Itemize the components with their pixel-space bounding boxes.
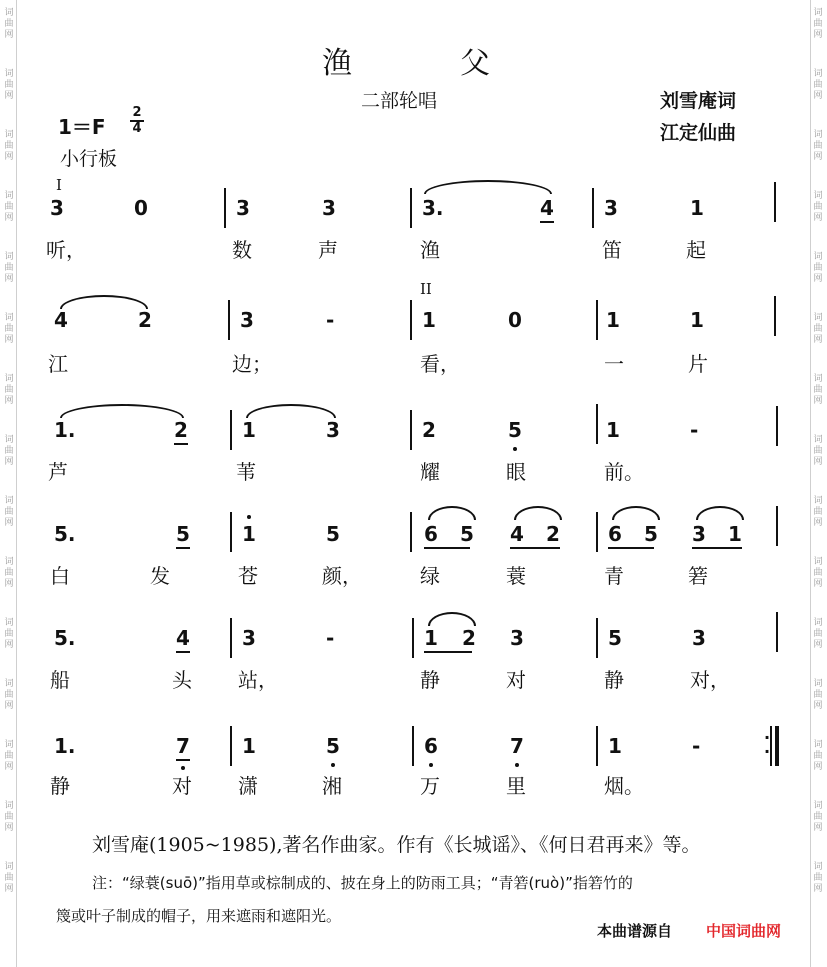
note bbox=[424, 522, 438, 546]
watermark-text: 词曲网 bbox=[4, 862, 14, 894]
watermark-text: 词曲网 bbox=[4, 618, 14, 650]
tie-slur bbox=[60, 404, 184, 418]
note: 5 bbox=[460, 522, 474, 546]
lyric: 苍 bbox=[238, 564, 258, 588]
lyric: 静 bbox=[420, 668, 440, 692]
note: - bbox=[326, 308, 335, 332]
watermark-text: 词曲网 bbox=[4, 740, 14, 772]
lyric: 绿 bbox=[420, 564, 440, 588]
barline bbox=[776, 406, 778, 446]
barline bbox=[596, 726, 598, 766]
watermark-text: 词曲网 bbox=[813, 557, 823, 589]
note-digit: 6 bbox=[424, 522, 438, 546]
song-title: 渔父 bbox=[322, 46, 598, 81]
watermark-text: 词曲网 bbox=[4, 374, 14, 406]
composer-bio: 刘雪庵(1905~1985),著名作曲家。作有《长城谣》、《何日君再来》等。 bbox=[92, 834, 701, 856]
note bbox=[174, 418, 188, 442]
note bbox=[540, 196, 554, 220]
note bbox=[176, 734, 190, 758]
watermark-text: 词曲网 bbox=[813, 862, 823, 894]
subtitle: 二部轮唱 bbox=[361, 90, 438, 112]
source-site-link[interactable]: 中国词曲网 bbox=[706, 922, 782, 940]
barline bbox=[412, 618, 414, 658]
watermark-text: 词曲网 bbox=[4, 496, 14, 528]
note bbox=[508, 418, 522, 442]
note bbox=[608, 522, 622, 546]
note: 1 bbox=[690, 196, 704, 220]
watermark-text: 词曲网 bbox=[4, 679, 14, 711]
lyric: 渔 bbox=[420, 238, 440, 262]
lyric: 对 bbox=[172, 774, 192, 798]
part-mark-i: I bbox=[56, 176, 62, 194]
lyricist-credit: 刘雪庵词 bbox=[660, 90, 737, 112]
watermark-text: 词曲网 bbox=[813, 435, 823, 467]
watermark-text: 词曲网 bbox=[4, 313, 14, 345]
barline bbox=[596, 404, 598, 444]
annotation-line-2: 篾或叶子制成的帽子，用来遮雨和遮阳光。 bbox=[56, 907, 342, 925]
note: 3 bbox=[604, 196, 618, 220]
note: 1 bbox=[728, 522, 742, 546]
note-digit: 7 bbox=[176, 734, 190, 758]
note-digit: 6 bbox=[608, 522, 622, 546]
note-digit: 7 bbox=[510, 734, 524, 758]
tie-slur bbox=[60, 295, 148, 309]
barline bbox=[230, 726, 232, 766]
note-digit: 3 bbox=[692, 522, 706, 546]
note: - bbox=[690, 418, 699, 442]
barline bbox=[410, 512, 412, 552]
note: 2 bbox=[546, 522, 560, 546]
note: 4 bbox=[54, 308, 68, 332]
lyric: 起 bbox=[686, 238, 706, 262]
lower-octave-dot bbox=[429, 763, 433, 767]
composer-credit: 江定仙曲 bbox=[660, 122, 737, 144]
lyric: 眼 bbox=[506, 460, 526, 484]
note: 1 bbox=[242, 734, 256, 758]
underline bbox=[692, 547, 742, 549]
note-digit: 1 bbox=[424, 626, 438, 650]
source-label: 本曲谱源自 bbox=[597, 922, 673, 940]
note bbox=[692, 522, 706, 546]
watermark-text: 词曲网 bbox=[813, 496, 823, 528]
watermark-text: 词曲网 bbox=[813, 69, 823, 101]
time-signature bbox=[130, 107, 144, 135]
part-mark-ii: II bbox=[420, 280, 432, 298]
note: 3 bbox=[50, 196, 64, 220]
barline bbox=[228, 300, 230, 340]
note bbox=[510, 734, 524, 758]
lyric: 里 bbox=[506, 774, 526, 798]
barline bbox=[596, 618, 598, 658]
right-watermark-strip bbox=[810, 0, 825, 967]
lyric: 边； bbox=[232, 352, 272, 376]
barline bbox=[230, 512, 232, 552]
note-digit: 4 bbox=[510, 522, 524, 546]
lyric: 对， bbox=[690, 668, 730, 692]
watermark-text: 词曲网 bbox=[4, 557, 14, 589]
note: 1 bbox=[242, 418, 256, 442]
watermark-text: 词曲网 bbox=[813, 130, 823, 162]
lyric: 耀 bbox=[420, 460, 440, 484]
note: 3 bbox=[510, 626, 524, 650]
underline bbox=[176, 759, 190, 761]
lyric: 站， bbox=[238, 668, 278, 692]
note-digit: 4 bbox=[176, 626, 190, 650]
note-digit: 5 bbox=[326, 734, 340, 758]
note bbox=[176, 626, 190, 650]
watermark-text: 词曲网 bbox=[813, 8, 823, 40]
lyric: 看， bbox=[420, 352, 460, 376]
watermark-text: 词曲网 bbox=[813, 252, 823, 284]
note-digit: 5 bbox=[176, 522, 190, 546]
barline bbox=[776, 612, 778, 652]
barline bbox=[770, 726, 772, 766]
barline bbox=[410, 188, 412, 228]
lyric: 一 bbox=[604, 352, 624, 376]
watermark-text: 词曲网 bbox=[813, 191, 823, 223]
note: 1 bbox=[690, 308, 704, 332]
barline bbox=[230, 618, 232, 658]
note-digit: 6 bbox=[424, 734, 438, 758]
lyric: 头 bbox=[172, 668, 192, 692]
note: 5. bbox=[54, 626, 76, 650]
barline bbox=[774, 182, 776, 222]
note bbox=[424, 626, 438, 650]
watermark-text: 词曲网 bbox=[813, 740, 823, 772]
lyric: 箬 bbox=[688, 564, 708, 588]
note-digit: 2 bbox=[174, 418, 188, 442]
underline bbox=[540, 221, 554, 223]
watermark-text: 词曲网 bbox=[813, 313, 823, 345]
barline bbox=[592, 188, 594, 228]
repeat-dots: · · bbox=[764, 728, 771, 761]
underline bbox=[608, 547, 654, 549]
tempo-marking: 小行板 bbox=[60, 148, 118, 170]
lyric: 江 bbox=[48, 352, 68, 376]
barline bbox=[776, 506, 778, 546]
final-repeat-bar bbox=[775, 726, 779, 766]
lyric: 潇 bbox=[238, 774, 258, 798]
lyric: 前。 bbox=[604, 460, 644, 484]
note bbox=[176, 522, 190, 546]
note: 5. bbox=[54, 522, 76, 546]
note: 3 bbox=[692, 626, 706, 650]
watermark-text: 词曲网 bbox=[4, 130, 14, 162]
lyric: 湘 bbox=[322, 774, 342, 798]
note: 5 bbox=[644, 522, 658, 546]
note: 3 bbox=[240, 308, 254, 332]
underline bbox=[176, 547, 190, 549]
tie-slur bbox=[696, 506, 744, 520]
lower-octave-dot bbox=[515, 763, 519, 767]
lyric: 笛 bbox=[602, 238, 622, 262]
barline bbox=[412, 726, 414, 766]
lyric: 白 bbox=[50, 564, 70, 588]
key-signature: 1＝F bbox=[58, 115, 106, 139]
watermark-text: 词曲网 bbox=[4, 252, 14, 284]
watermark-text: 词曲网 bbox=[4, 801, 14, 833]
note: 3 bbox=[236, 196, 250, 220]
barline bbox=[774, 296, 776, 336]
note: 1 bbox=[422, 308, 436, 332]
note bbox=[242, 522, 256, 546]
lower-octave-dot bbox=[331, 763, 335, 767]
watermark-text: 词曲网 bbox=[813, 618, 823, 650]
note: - bbox=[692, 734, 701, 758]
tie-slur bbox=[424, 180, 552, 194]
watermark-text: 词曲网 bbox=[4, 191, 14, 223]
note: 3 bbox=[322, 196, 336, 220]
watermark-text: 词曲网 bbox=[4, 69, 14, 101]
note-digit: 1 bbox=[242, 522, 256, 546]
note bbox=[326, 734, 340, 758]
lyric: 听， bbox=[46, 238, 86, 262]
note: 1 bbox=[606, 418, 620, 442]
note-digit: 5 bbox=[508, 418, 522, 442]
lyric: 船 bbox=[50, 668, 70, 692]
time-denominator: 4 bbox=[132, 121, 142, 136]
lyric: 蓑 bbox=[506, 564, 526, 588]
barline bbox=[230, 410, 232, 450]
note bbox=[510, 522, 524, 546]
watermark-text: 词曲网 bbox=[4, 435, 14, 467]
underline bbox=[510, 547, 560, 549]
barline bbox=[410, 410, 412, 450]
note bbox=[424, 734, 438, 758]
note: 1 bbox=[608, 734, 622, 758]
note: 1. bbox=[54, 418, 76, 442]
tie-slur bbox=[514, 506, 562, 520]
lyric: 静 bbox=[50, 774, 70, 798]
lyric: 青 bbox=[604, 564, 624, 588]
watermark-text: 词曲网 bbox=[813, 679, 823, 711]
note: 3 bbox=[326, 418, 340, 442]
lyric: 颜， bbox=[322, 564, 362, 588]
underline bbox=[424, 547, 470, 549]
note: 2 bbox=[138, 308, 152, 332]
note: 3. bbox=[422, 196, 444, 220]
lyric: 烟。 bbox=[604, 774, 644, 798]
note: 0 bbox=[508, 308, 522, 332]
barline bbox=[224, 188, 226, 228]
note: - bbox=[326, 626, 335, 650]
upper-octave-dot bbox=[247, 515, 251, 519]
lyric: 声 bbox=[318, 238, 338, 262]
note: 5 bbox=[608, 626, 622, 650]
lyric: 片 bbox=[688, 352, 708, 376]
tie-slur bbox=[428, 612, 476, 626]
note: 2 bbox=[422, 418, 436, 442]
lyric: 苇 bbox=[236, 460, 256, 484]
note: 2 bbox=[462, 626, 476, 650]
lyric: 芦 bbox=[48, 460, 68, 484]
barline bbox=[596, 300, 598, 340]
lyric: 数 bbox=[232, 238, 252, 262]
note-digit: 4 bbox=[540, 196, 554, 220]
annotation-line-1: 注：“绿蓑(suō)”指用草或棕制成的、披在身上的防雨工具；“青箬(ruò)”指箬竹的 bbox=[92, 874, 633, 892]
tie-slur bbox=[246, 404, 336, 418]
watermark-text: 词曲网 bbox=[813, 374, 823, 406]
watermark-text: 词曲网 bbox=[813, 801, 823, 833]
lyric: 对 bbox=[506, 668, 526, 692]
note: 5 bbox=[326, 522, 340, 546]
lower-octave-dot bbox=[513, 447, 517, 451]
barline bbox=[596, 512, 598, 552]
lyric: 静 bbox=[604, 668, 624, 692]
note: 0 bbox=[134, 196, 148, 220]
underline bbox=[174, 443, 188, 445]
lyric: 发 bbox=[150, 564, 170, 588]
left-watermark-strip bbox=[2, 0, 17, 967]
underline bbox=[176, 651, 190, 653]
tie-slur bbox=[612, 506, 660, 520]
barline bbox=[410, 300, 412, 340]
note: 1 bbox=[606, 308, 620, 332]
watermark-text: 词曲网 bbox=[4, 8, 14, 40]
time-numerator: 2 bbox=[132, 105, 142, 120]
note: 3 bbox=[242, 626, 256, 650]
underline bbox=[424, 651, 472, 653]
lyric: 万 bbox=[420, 774, 440, 798]
note: 1. bbox=[54, 734, 76, 758]
tie-slur bbox=[428, 506, 476, 520]
